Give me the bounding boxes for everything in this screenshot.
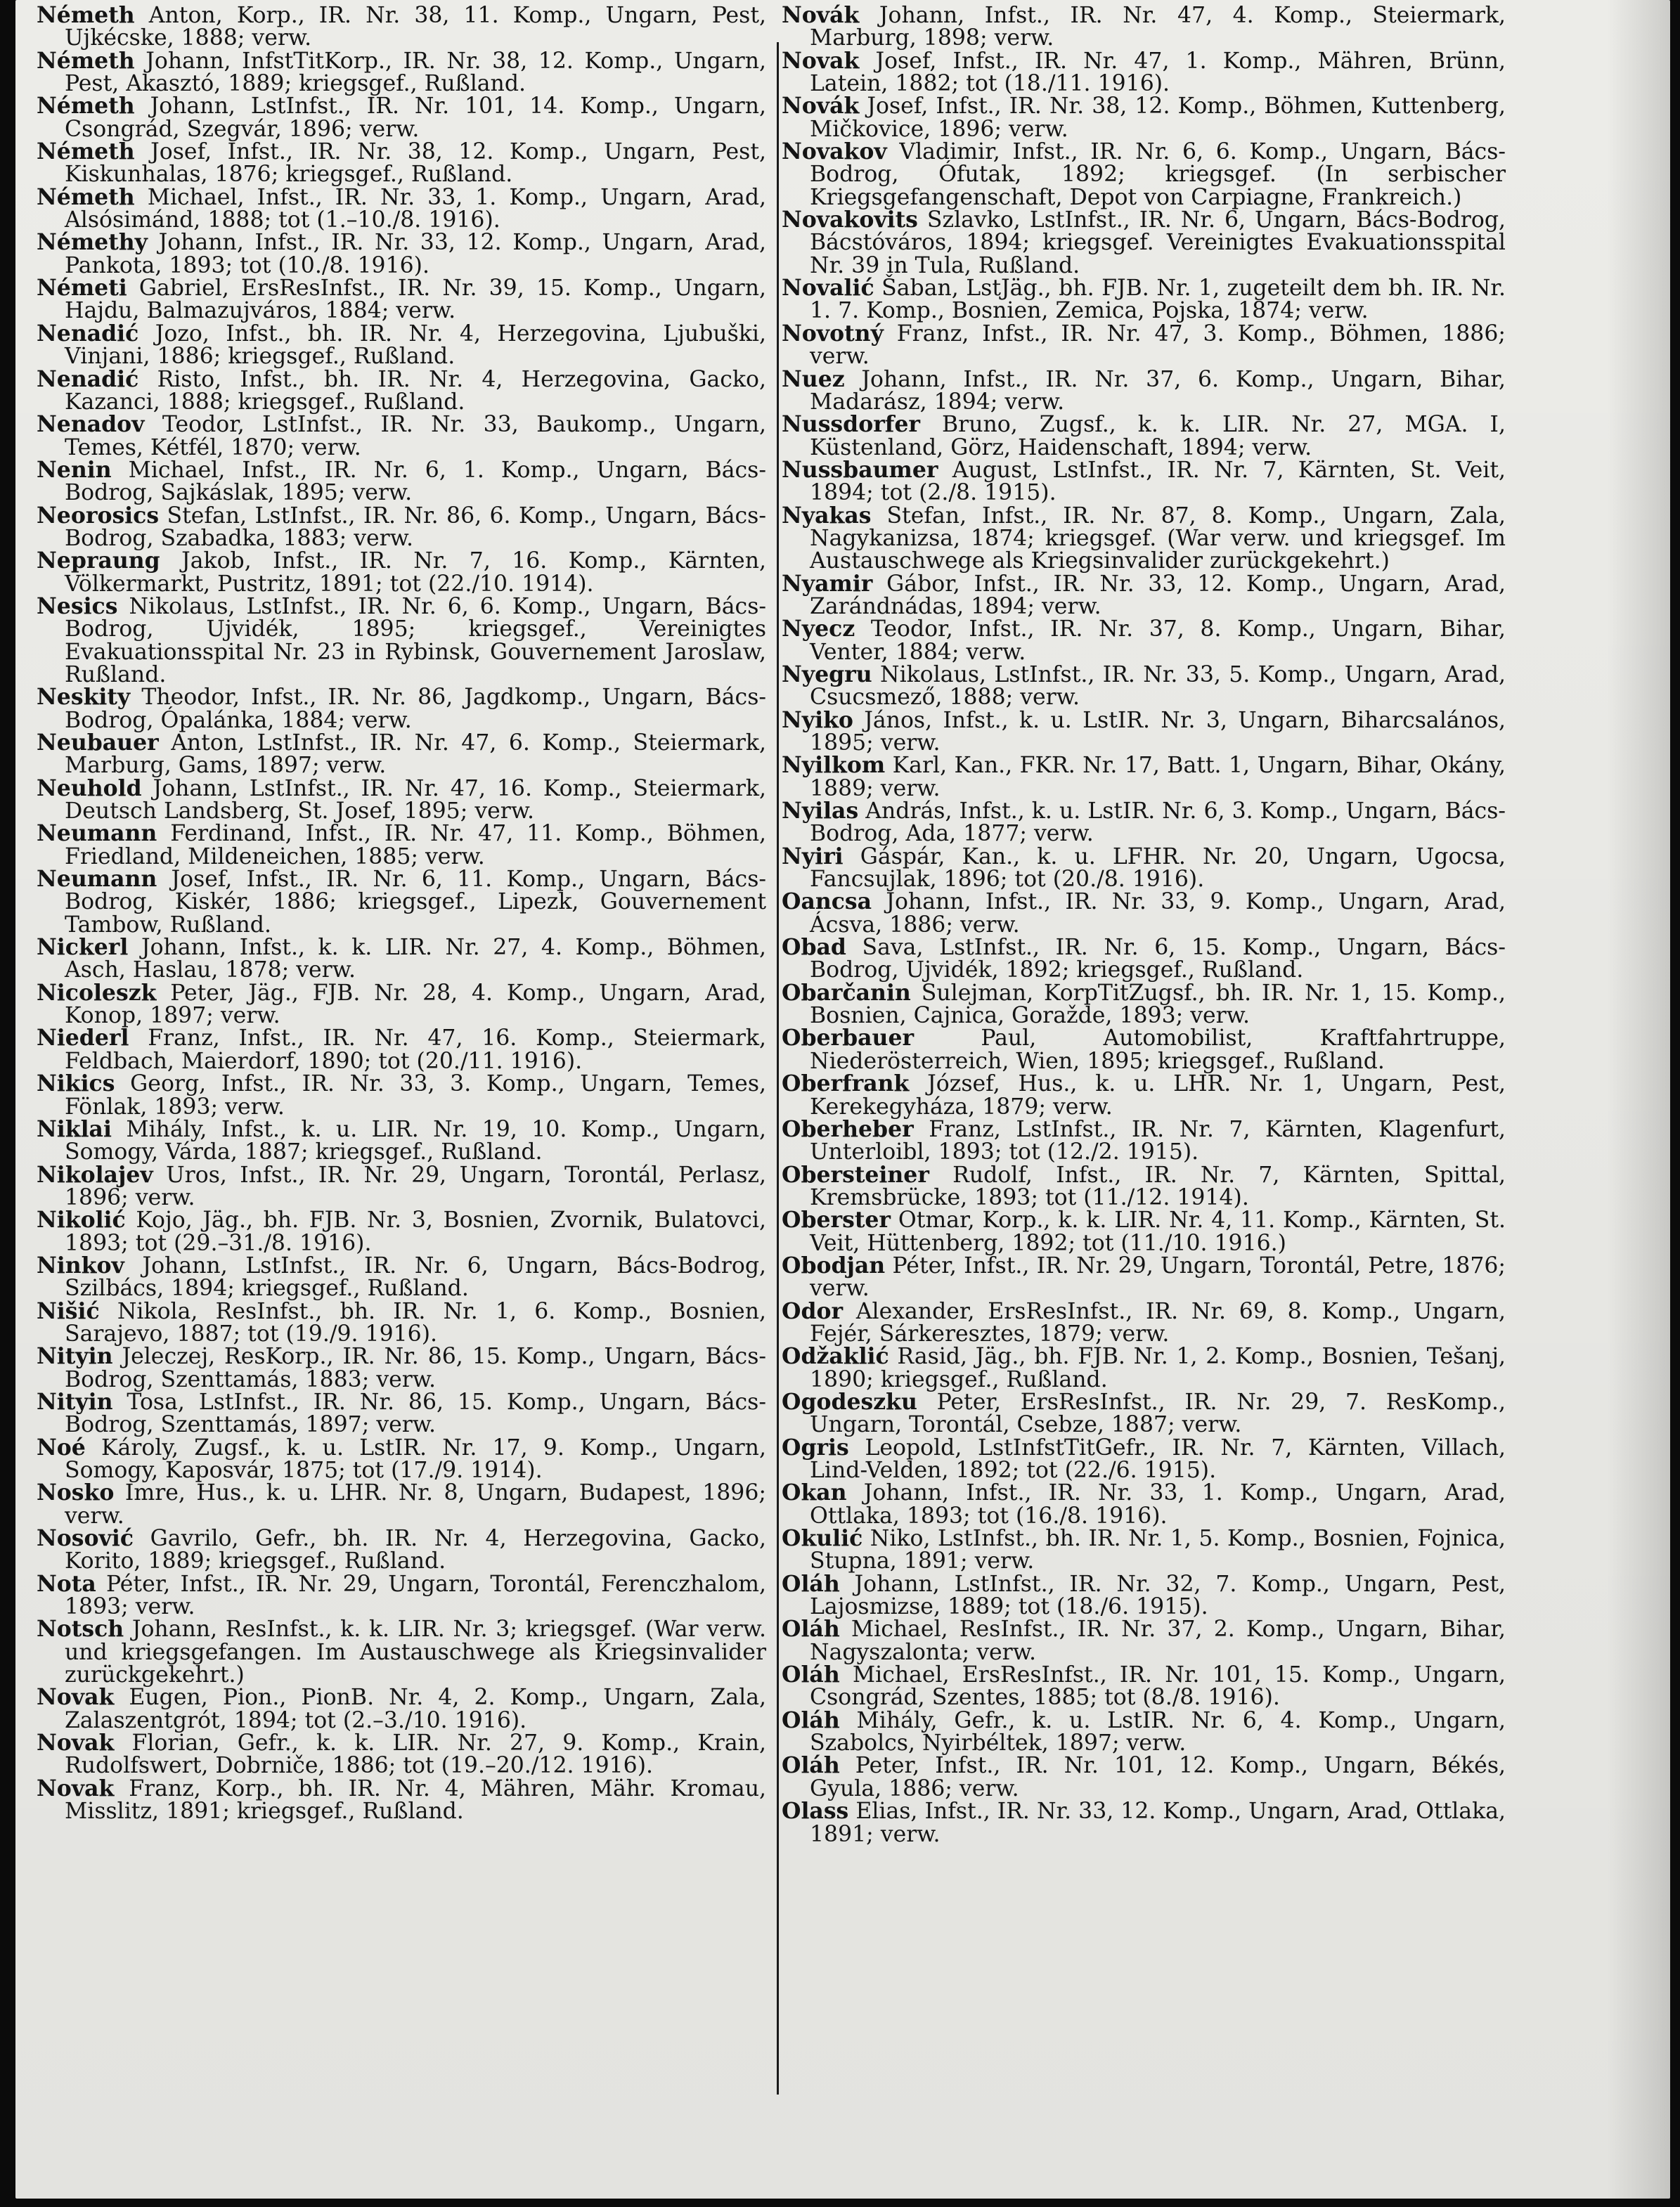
entry-surname: Oancsa [782, 888, 872, 915]
register-entry [37, 320, 766, 370]
entry-surname: Novakovits [782, 207, 918, 233]
register-entry [782, 95, 1506, 141]
entry-details: Franz, LstInfst., IR. Nr. 7, Kärnten, Klagenfurt, Unterloibl, 1893; tot (12./2. 1915). [810, 1116, 1506, 1165]
entry-surname: Nenadić [37, 320, 139, 347]
register-entry [37, 1527, 766, 1573]
entry-details: Josef, Infst., IR. Nr. 38, 12. Komp., Böhmen, Kuttenberg, Mičkovice, 1896; verw. [810, 93, 1506, 142]
entry-surname: Nesics [37, 593, 118, 619]
register-entry [37, 1388, 766, 1438]
entry-surname: Nenin [37, 456, 112, 483]
register-entry [37, 413, 766, 459]
register-entry [782, 888, 1506, 938]
entry-details: Károly, Zugsf., k. u. LstIR. Nr. 17, 9. Komp., Ungarn, Somogy, Kaposvár, 1875; tot (17./9. 1914). [65, 1435, 766, 1483]
register-entry [782, 843, 1506, 893]
left-column [37, 4, 766, 1823]
entry-surname: Nussbaumer [782, 456, 938, 483]
entry-surname: Oberfrank [782, 1070, 910, 1097]
entry-surname: Nikolajev [37, 1161, 153, 1188]
entry-surname: Novák [782, 2, 860, 28]
register-entry [782, 47, 1506, 97]
entry-surname: Neskity [37, 684, 131, 711]
entry-details: Peter, ErsResInfst., IR. Nr. 29, 7. ResKomp., Ungarn, Torontál, Csebze, 1887; verw. [810, 1389, 1506, 1438]
entry-details: Michael, ErsResInfst., IR. Nr. 101, 15. Komp., Ungarn, Csongrád, Szentes, 1885; tot (8./8. 1916). [810, 1662, 1506, 1711]
register-entry [782, 320, 1506, 370]
register-entry [782, 1345, 1506, 1391]
entry-surname: Olass [782, 1798, 849, 1825]
register-entry [37, 1161, 766, 1210]
register-entry [782, 456, 1506, 506]
register-entry [782, 1161, 1506, 1210]
entry-details: Péter, Infst., IR. Nr. 29, Ungarn, Torontál, Petre, 1876; verw. [810, 1253, 1506, 1302]
entry-surname: Nyilas [782, 798, 859, 824]
register-entry [782, 1664, 1506, 1709]
entry-surname: Oberbauer [782, 1025, 915, 1051]
register-entry [37, 1252, 766, 1302]
register-entry [782, 1115, 1506, 1165]
entry-details: Šaban, LstJäg., bh. FJB. Nr. 1, zugeteilt dem bh. IR. Nr. 1. 7. Komp., Bosnien, Zemica, Pojska, 1874; verw. [810, 276, 1506, 324]
entry-details: Eugen, Pion., PionB. Nr. 4, 2. Komp., Ungarn, Zala, Zalaszentgrót, 1894; tot (2.–3./10. 1916). [65, 1685, 766, 1733]
scanned-page [15, 0, 1670, 2199]
entry-details: Stefan, Infst., IR. Nr. 87, 8. Komp., Ungarn, Zala, Nagykanizsa, 1874; kriegsgef. (War verw. und kriegsgef. Im Austauschwege als Kriegsinvalider zurückgekehrt.) [810, 503, 1506, 574]
register-entry [37, 822, 766, 868]
entry-surname: Neumann [37, 820, 157, 847]
register-entry [782, 1388, 1506, 1438]
register-entry [782, 754, 1506, 800]
register-entry [782, 661, 1506, 711]
entry-details: Teodor, Infst., IR. Nr. 37, 8. Komp., Ungarn, Bihar, Venter, 1884; verw. [810, 616, 1506, 665]
entry-details: Peter, Infst., IR. Nr. 101, 12. Komp., Ungarn, Békés, Gyula, 1886; verw. [810, 1753, 1506, 1801]
entry-surname: Notsch [37, 1616, 124, 1643]
entry-details: Michael, ResInfst., IR. Nr. 37, 2. Komp., Ungarn, Bihar, Nagyszalonta; verw. [810, 1617, 1506, 1665]
entry-details: Johann, LstInfst., IR. Nr. 6, Ungarn, Bács-Bodrog, Szilbács, 1894; kriegsgef., Rußland. [65, 1253, 766, 1302]
entry-details: Rudolf, Infst., IR. Nr. 7, Kärnten, Spittal, Kremsbrücke, 1893; tot (11./12. 1914). [810, 1162, 1506, 1210]
entry-surname: Németh [37, 93, 135, 119]
register-entry [37, 4, 766, 50]
register-entry [37, 183, 767, 233]
entry-surname: Nosko [37, 1480, 115, 1506]
entry-surname: Novak [782, 47, 860, 74]
entry-details: Johann, InfstTitKorp., IR. Nr. 38, 12. Komp., Ungarn, Pest, Akasztó, 1889; kriegsgef., Rußland. [65, 48, 766, 97]
entry-surname: Németi [37, 275, 127, 302]
register-entry [782, 1434, 1506, 1483]
entry-surname: Nišić [37, 1297, 100, 1324]
entry-surname: Oláh [782, 1616, 840, 1643]
register-entry [782, 570, 1506, 619]
entry-details: August, LstInfst., IR. Nr. 7, Kärnten, St. Veit, 1894; tot (2./8. 1915). [810, 457, 1506, 506]
entry-details: Paul, Automobilist, Kraftfahrtruppe, Niederösterreich, Wien, 1895; kriegsgef., Rußland. [810, 1025, 1506, 1074]
entry-surname: Oláh [782, 1707, 840, 1733]
entry-surname: Neumann [37, 866, 157, 893]
entry-surname: Novák [782, 93, 860, 119]
register-entry [37, 777, 766, 823]
register-entry [37, 1775, 766, 1825]
register-entry [782, 277, 1506, 323]
entry-surname: Németh [37, 47, 135, 74]
register-entry [782, 365, 1506, 415]
entry-surname: Oberster [782, 1207, 891, 1234]
entry-surname: Okan [782, 1480, 847, 1506]
entry-details: Johann, Infst., IR. Nr. 47, 4. Komp., Steiermark, Marburg, 1898; verw. [810, 3, 1506, 51]
entry-details: Anton, Korp., IR. Nr. 38, 11. Komp., Ungarn, Pest, Ujkécske, 1888; verw. [65, 3, 766, 51]
register-entry [782, 800, 1506, 846]
entry-details: Tosa, LstInfst., IR. Nr. 86, 15. Komp., Ungarn, Bács-Bodrog, Szenttamás, 1897; verw. [65, 1389, 766, 1438]
register-entry [782, 1252, 1506, 1302]
entry-surname: Németh [37, 138, 135, 165]
register-entry [782, 1800, 1506, 1846]
entry-details: Vladimir, Infst., IR. Nr. 6, 6. Komp., Ungarn, Bács-Bodrog, Ófutak, 1892; kriegsgef. (In serbischer Kriegsgefangenschaft, Depot von Carpiagne, Frankreich.) [810, 139, 1506, 210]
entry-surname: Nyegru [782, 661, 872, 687]
register-entry [37, 1345, 766, 1391]
register-entry [782, 1482, 1506, 1527]
register-entry [37, 138, 766, 188]
entry-details: Josef, Infst., IR. Nr. 6, 11. Komp., Ungarn, Bács-Bodrog, Kiskér, 1886; kriegsgef., Lipezk, Gouvernement Tambow, Rußland. [65, 867, 766, 938]
entry-surname: Noé [37, 1434, 86, 1461]
entry-details: Theodor, Infst., IR. Nr. 86, Jagdkomp., Ungarn, Bács-Bodrog, Ópalánka, 1884; verw. [65, 685, 766, 733]
register-entry [37, 231, 766, 277]
register-entry [37, 936, 766, 982]
entry-details: Niko, LstInfst., bh. IR. Nr. 1, 5. Komp., Bosnien, Fojnica, Stupna, 1891; verw. [810, 1526, 1506, 1574]
entry-details: Elias, Infst., IR. Nr. 33, 12. Komp., Ungarn, Arad, Ottlaka, 1891; verw. [810, 1799, 1506, 1847]
entry-surname: Nityin [37, 1343, 113, 1370]
entry-surname: Okulić [782, 1525, 863, 1552]
entry-details: Stefan, LstInfst., IR. Nr. 86, 6. Komp., Ungarn, Bács-Bodrog, Szabadka, 1883; verw. [65, 503, 766, 551]
entry-details: Johann, ResInfst., k. k. LIR. Nr. 3; kriegsgef. (War verw. und kriegsgefangen. Im Austauschwege als Kriegsinvalider zurückgekehrt.) [65, 1617, 766, 1688]
entry-surname: Novalić [782, 275, 874, 302]
entry-details: János, Infst., k. u. LstIR. Nr. 3, Ungarn, Biharcsalános, 1895; verw. [810, 707, 1506, 756]
entry-surname: Obarčanin [782, 979, 911, 1006]
entry-surname: Oláh [782, 1752, 840, 1779]
register-entry [37, 732, 766, 777]
entry-surname: Oláh [782, 1570, 840, 1597]
register-entry [37, 456, 766, 506]
page-shadow [1607, 0, 1670, 2199]
entry-surname: Nyecz [782, 616, 855, 642]
entry-details: Otmar, Korp., k. k. LIR. Nr. 4, 11. Komp., Kärnten, St. Veit, Hüttenberg, 1892; tot (11./10. 1916.) [810, 1208, 1506, 1256]
register-entry [37, 868, 766, 936]
entry-details: Jozo, Infst., bh. IR. Nr. 4, Herzegovina, Ljubuški, Vinjani, 1886; kriegsgef., Rußland. [65, 321, 766, 370]
entry-surname: Nyamir [782, 570, 873, 597]
entry-details: Risto, Infst., bh. IR. Nr. 4, Herzegovina, Gacko, Kazanci, 1888; kriegsgef., Rußland. [65, 366, 766, 415]
register-entry [37, 1482, 766, 1527]
register-entry [37, 47, 766, 97]
entry-surname: Nyiri [782, 843, 844, 869]
entry-details: Sulejman, KorpTitZugsf., bh. IR. Nr. 1, 15. Komp., Bosnien, Cajnica, Goražde, 1893; verw. [810, 980, 1506, 1029]
register-entry [37, 502, 766, 551]
register-entry [782, 1209, 1506, 1255]
entry-details: Johann, LstInfst., IR. Nr. 101, 14. Komp., Ungarn, Csongrád, Szegvár, 1896; verw. [65, 93, 767, 142]
entry-surname: Nityin [37, 1388, 113, 1415]
entry-surname: Novak [37, 1684, 115, 1711]
register-entry [37, 1732, 766, 1778]
column-divider [777, 42, 779, 2095]
entry-surname: Neubauer [37, 730, 159, 756]
entry-surname: Némethy [37, 229, 148, 256]
entry-details: Alexander, ErsResInfst., IR. Nr. 69, 8. Komp., Ungarn, Fejér, Sárkeresztes, 1879; verw. [810, 1298, 1506, 1347]
entry-details: Michael, Infst., IR. Nr. 6, 1. Komp., Ungarn, Bács-Bodrog, Sajkáslak, 1895; verw. [65, 457, 766, 506]
register-entry [37, 1618, 766, 1686]
entry-details: Teodor, LstInfst., IR. Nr. 33, Baukomp., Ungarn, Temes, Kétfél, 1870; verw. [65, 412, 767, 460]
entry-details: Nikolaus, LstInfst., IR. Nr. 6, 6. Komp., Ungarn, Bács-Bodrog, Ujvidék, 1895; kriegsgef., Vereinigtes Evakuationsspital Nr. 23 in Rybinsk, Gouvernement Jaroslaw, Rußland. [65, 593, 767, 687]
entry-details: Kojo, Jäg., bh. FJB. Nr. 3, Bosnien, Zvornik, Bulatovci, 1893; tot (29.–31./8. 1916). [65, 1208, 766, 1256]
register-entry [37, 979, 766, 1029]
entry-details: Johann, LstInfst., IR. Nr. 32, 7. Komp., Ungarn, Pest, Lajosmizse, 1889; tot (18./6. 1915). [810, 1571, 1506, 1620]
entry-details: Franz, Infst., IR. Nr. 47, 16. Komp., Steiermark, Feldbach, Maierdorf, 1890; tot (20./11. 1916). [65, 1025, 767, 1074]
register-entry [37, 1570, 766, 1620]
entry-surname: Németh [37, 183, 135, 210]
entry-details: Gavrilo, Gefr., bh. IR. Nr. 4, Herzegovina, Gacko, Korito, 1889; kriegsgef., Rußland. [65, 1526, 766, 1574]
entry-surname: Ogodeszku [782, 1388, 917, 1415]
entry-details: Karl, Kan., FKR. Nr. 17, Batt. 1, Ungarn, Bihar, Okány, 1889; verw. [810, 753, 1506, 801]
entry-surname: Oláh [782, 1662, 840, 1688]
entry-details: Mihály, Infst., k. u. LIR. Nr. 19, 10. Komp., Ungarn, Somogy, Várda, 1887; kriegsgef., Rußland. [65, 1116, 766, 1165]
entry-details: Jakob, Infst., IR. Nr. 7, 16. Komp., Kärnten, Völkermarkt, Pustritz, 1891; tot (22./10. 1914). [65, 548, 766, 597]
entry-details: Imre, Hus., k. u. LHR. Nr. 8, Ungarn, Budapest, 1896; verw. [65, 1480, 766, 1529]
register-entry [782, 979, 1506, 1029]
entry-details: Gáspár, Kan., k. u. LFHR. Nr. 20, Ungarn, Ugocsa, Fancsujlak, 1896; tot (20./8. 1916). [810, 843, 1506, 893]
register-entry [37, 550, 766, 595]
register-entry [37, 1115, 766, 1165]
register-entry [782, 413, 1506, 459]
entry-surname: Odor [782, 1297, 844, 1324]
entry-details: Nikola, ResInfst., bh. IR. Nr. 1, 6. Komp., Bosnien, Sarajevo, 1887; tot (19./9. 1916). [65, 1298, 766, 1347]
entry-surname: Obodjan [782, 1252, 886, 1279]
register-entry [782, 502, 1506, 574]
entry-surname: Niklai [37, 1115, 112, 1142]
register-entry [782, 618, 1506, 664]
entry-details: András, Infst., k. u. LstIR. Nr. 6, 3. Komp., Ungarn, Bács-Bodrog, Ada, 1877; verw. [810, 798, 1506, 847]
register-entry [782, 4, 1506, 50]
entry-surname: Nickerl [37, 934, 129, 961]
entry-surname: Nyilkom [782, 752, 886, 779]
right-column [782, 4, 1506, 1846]
entry-details: Sava, LstInfst., IR. Nr. 6, 15. Komp., Ungarn, Bács-Bodrog, Ujvidék, 1892; kriegsgef., Rußland. [810, 935, 1506, 983]
register-entry [782, 1027, 1506, 1073]
register-entry [782, 1070, 1506, 1120]
register-entry [37, 1070, 766, 1120]
entry-surname: Ogris [782, 1434, 849, 1461]
register-entry [37, 1027, 766, 1073]
entry-details: Josef, Infst., IR. Nr. 47, 1. Komp., Mähren, Brünn, Latein, 1882; tot (18./11. 1916). [810, 48, 1506, 97]
register-entry [37, 95, 766, 141]
entry-details: Jeleczej, ResKorp., IR. Nr. 86, 15. Komp., Ungarn, Bács-Bodrog, Szenttamás, 1883; verw. [65, 1344, 766, 1392]
entry-details: József, Hus., k. u. LHR. Nr. 1, Ungarn, Pest, Kerekegyháza, 1879; verw. [810, 1071, 1506, 1120]
entry-surname: Nussdorfer [782, 411, 920, 438]
entry-surname: Nyiko [782, 706, 853, 733]
register-entry [782, 138, 1506, 210]
entry-surname: Nenadov [37, 411, 145, 438]
register-entry [782, 1709, 1506, 1755]
register-entry [782, 1618, 1506, 1664]
register-entry [782, 1527, 1506, 1573]
entry-surname: Novak [37, 1775, 115, 1801]
entry-details: Franz, Infst., IR. Nr. 47, 3. Komp., Böhmen, 1886; verw. [810, 321, 1506, 370]
entry-details: Georg, Infst., IR. Nr. 33, 3. Komp., Ungarn, Temes, Fönlak, 1893; verw. [65, 1071, 766, 1120]
entry-details: Josef, Infst., IR. Nr. 38, 12. Komp., Ungarn, Pest, Kiskunhalas, 1876; kriegsgef., Rußland. [65, 139, 766, 188]
entry-details: Nikolaus, LstInfst., IR. Nr. 33, 5. Komp., Ungarn, Arad, Csucsmező, 1888; verw. [810, 661, 1506, 711]
entry-surname: Novotný [782, 320, 884, 347]
register-entry [37, 595, 766, 686]
register-entry [782, 1570, 1506, 1620]
entry-details: Johann, Infst., IR. Nr. 33, 9. Komp., Ungarn, Arad, Ácsva, 1886; verw. [810, 889, 1506, 938]
entry-surname: Nenadić [37, 365, 139, 392]
register-entry [782, 209, 1506, 277]
entry-details: Mihály, Gefr., k. u. LstIR. Nr. 6, 4. Komp., Ungarn, Szabolcs, Nyirbéltek, 1897; verw. [810, 1707, 1506, 1756]
entry-surname: Nikolić [37, 1207, 126, 1234]
entry-details: Florian, Gefr., k. k. LIR. Nr. 27, 9. Komp., Krain, Rudolfswert, Dobrniče, 1886; tot (19.–20./12. 1916). [65, 1730, 766, 1779]
entry-surname: Obad [782, 934, 846, 961]
entry-surname: Nicoleszk [37, 979, 157, 1006]
entry-surname: Novak [37, 1730, 115, 1756]
entry-details: Szlavko, LstInfst., IR. Nr. 6, Ungarn, Bács-Bodrog, Bácstóváros, 1894; kriegsgef. Vereinigtes Evakuationsspital Nr. 39 in Tula, Rußland. [810, 207, 1506, 278]
entry-details: Ferdinand, Infst., IR. Nr. 47, 11. Komp., Böhmen, Friedland, Mildeneichen, 1885; verw. [65, 821, 766, 869]
register-entry [37, 1209, 766, 1255]
entry-details: Uros, Infst., IR. Nr. 29, Ungarn, Torontál, Perlasz, 1896; verw. [65, 1162, 766, 1210]
entry-surname: Niederl [37, 1025, 129, 1051]
entry-details: Johann, Infst., IR. Nr. 33, 12. Komp., Ungarn, Arad, Pankota, 1893; tot (10./8. 1916). [65, 230, 766, 278]
register-entry [37, 1686, 766, 1732]
register-entry [782, 1297, 1506, 1347]
entry-details: Leopold, LstInfstTitGefr., IR. Nr. 7, Kärnten, Villach, Lind-Velden, 1892; tot (22./6. 1915). [810, 1435, 1506, 1483]
entry-details: Johann, Infst., k. k. LIR. Nr. 27, 4. Komp., Böhmen, Asch, Haslau, 1878; verw. [65, 935, 766, 983]
entry-surname: Obersteiner [782, 1161, 929, 1188]
entry-surname: Nyakas [782, 502, 872, 529]
entry-details: Bruno, Zugsf., k. k. LIR. Nr. 27, MGA. I, Küstenland, Görz, Haidenschaft, 1894; verw. [810, 412, 1506, 460]
entry-details: Peter, Jäg., FJB. Nr. 28, 4. Komp., Ungarn, Arad, Konop, 1897; verw. [65, 980, 766, 1029]
entry-details: Johann, Infst., IR. Nr. 33, 1. Komp., Ungarn, Arad, Ottlaka, 1893; tot (16./8. 1916). [810, 1480, 1506, 1529]
entry-surname: Nikics [37, 1070, 115, 1097]
entry-details: Johann, Infst., IR. Nr. 37, 6. Komp., Ungarn, Bihar, Madarász, 1894; verw. [810, 366, 1506, 415]
entry-details: Rasid, Jäg., bh. FJB. Nr. 1, 2. Komp., Bosnien, Tešanj, 1890; kriegsgef., Rußland. [810, 1344, 1506, 1392]
register-entry [782, 706, 1506, 756]
entry-surname: Oberheber [782, 1115, 914, 1142]
entry-surname: Neuhold [37, 775, 142, 801]
entry-surname: Nepraung [37, 548, 160, 574]
register-entry [37, 686, 766, 732]
register-entry [37, 1434, 766, 1483]
entry-details: Anton, LstInfst., IR. Nr. 47, 6. Komp., Steiermark, Marburg, Gams, 1897; verw. [65, 730, 767, 779]
register-entry [37, 1297, 766, 1347]
register-entry [782, 1754, 1506, 1800]
entry-surname: Novakov [782, 138, 887, 165]
entry-surname: Odžaklić [782, 1343, 889, 1370]
entry-surname: Nosović [37, 1525, 134, 1552]
entry-surname: Neorosics [37, 502, 160, 529]
register-entry [782, 936, 1506, 982]
entry-details: Péter, Infst., IR. Nr. 29, Ungarn, Torontál, Ferenczhalom, 1893; verw. [65, 1571, 766, 1620]
entry-details: Gabriel, ErsResInfst., IR. Nr. 39, 15. Komp., Ungarn, Hajdu, Balmazujváros, 1884; verw. [65, 276, 766, 324]
entry-details: Michael, Infst., IR. Nr. 33, 1. Komp., Ungarn, Arad, Alsósimánd, 1888; tot (1.–10./8. 1916). [65, 184, 767, 233]
entry-surname: Nuez [782, 365, 845, 392]
register-entry [37, 277, 766, 323]
entry-surname: Németh [37, 2, 135, 28]
entry-details: Gábor, Infst., IR. Nr. 33, 12. Komp., Ungarn, Arad, Zarándnádas, 1894; verw. [810, 571, 1506, 619]
entry-details: Franz, Korp., bh. IR. Nr. 4, Mähren, Mähr. Kromau, Misslitz, 1891; kriegsgef., Rußland. [65, 1775, 766, 1825]
entry-surname: Nota [37, 1570, 96, 1597]
entry-details: Johann, LstInfst., IR. Nr. 47, 16. Komp., Steiermark, Deutsch Landsberg, St. Josef, 1895; verw. [65, 775, 767, 824]
register-entry [37, 365, 766, 415]
entry-surname: Ninkov [37, 1252, 124, 1279]
